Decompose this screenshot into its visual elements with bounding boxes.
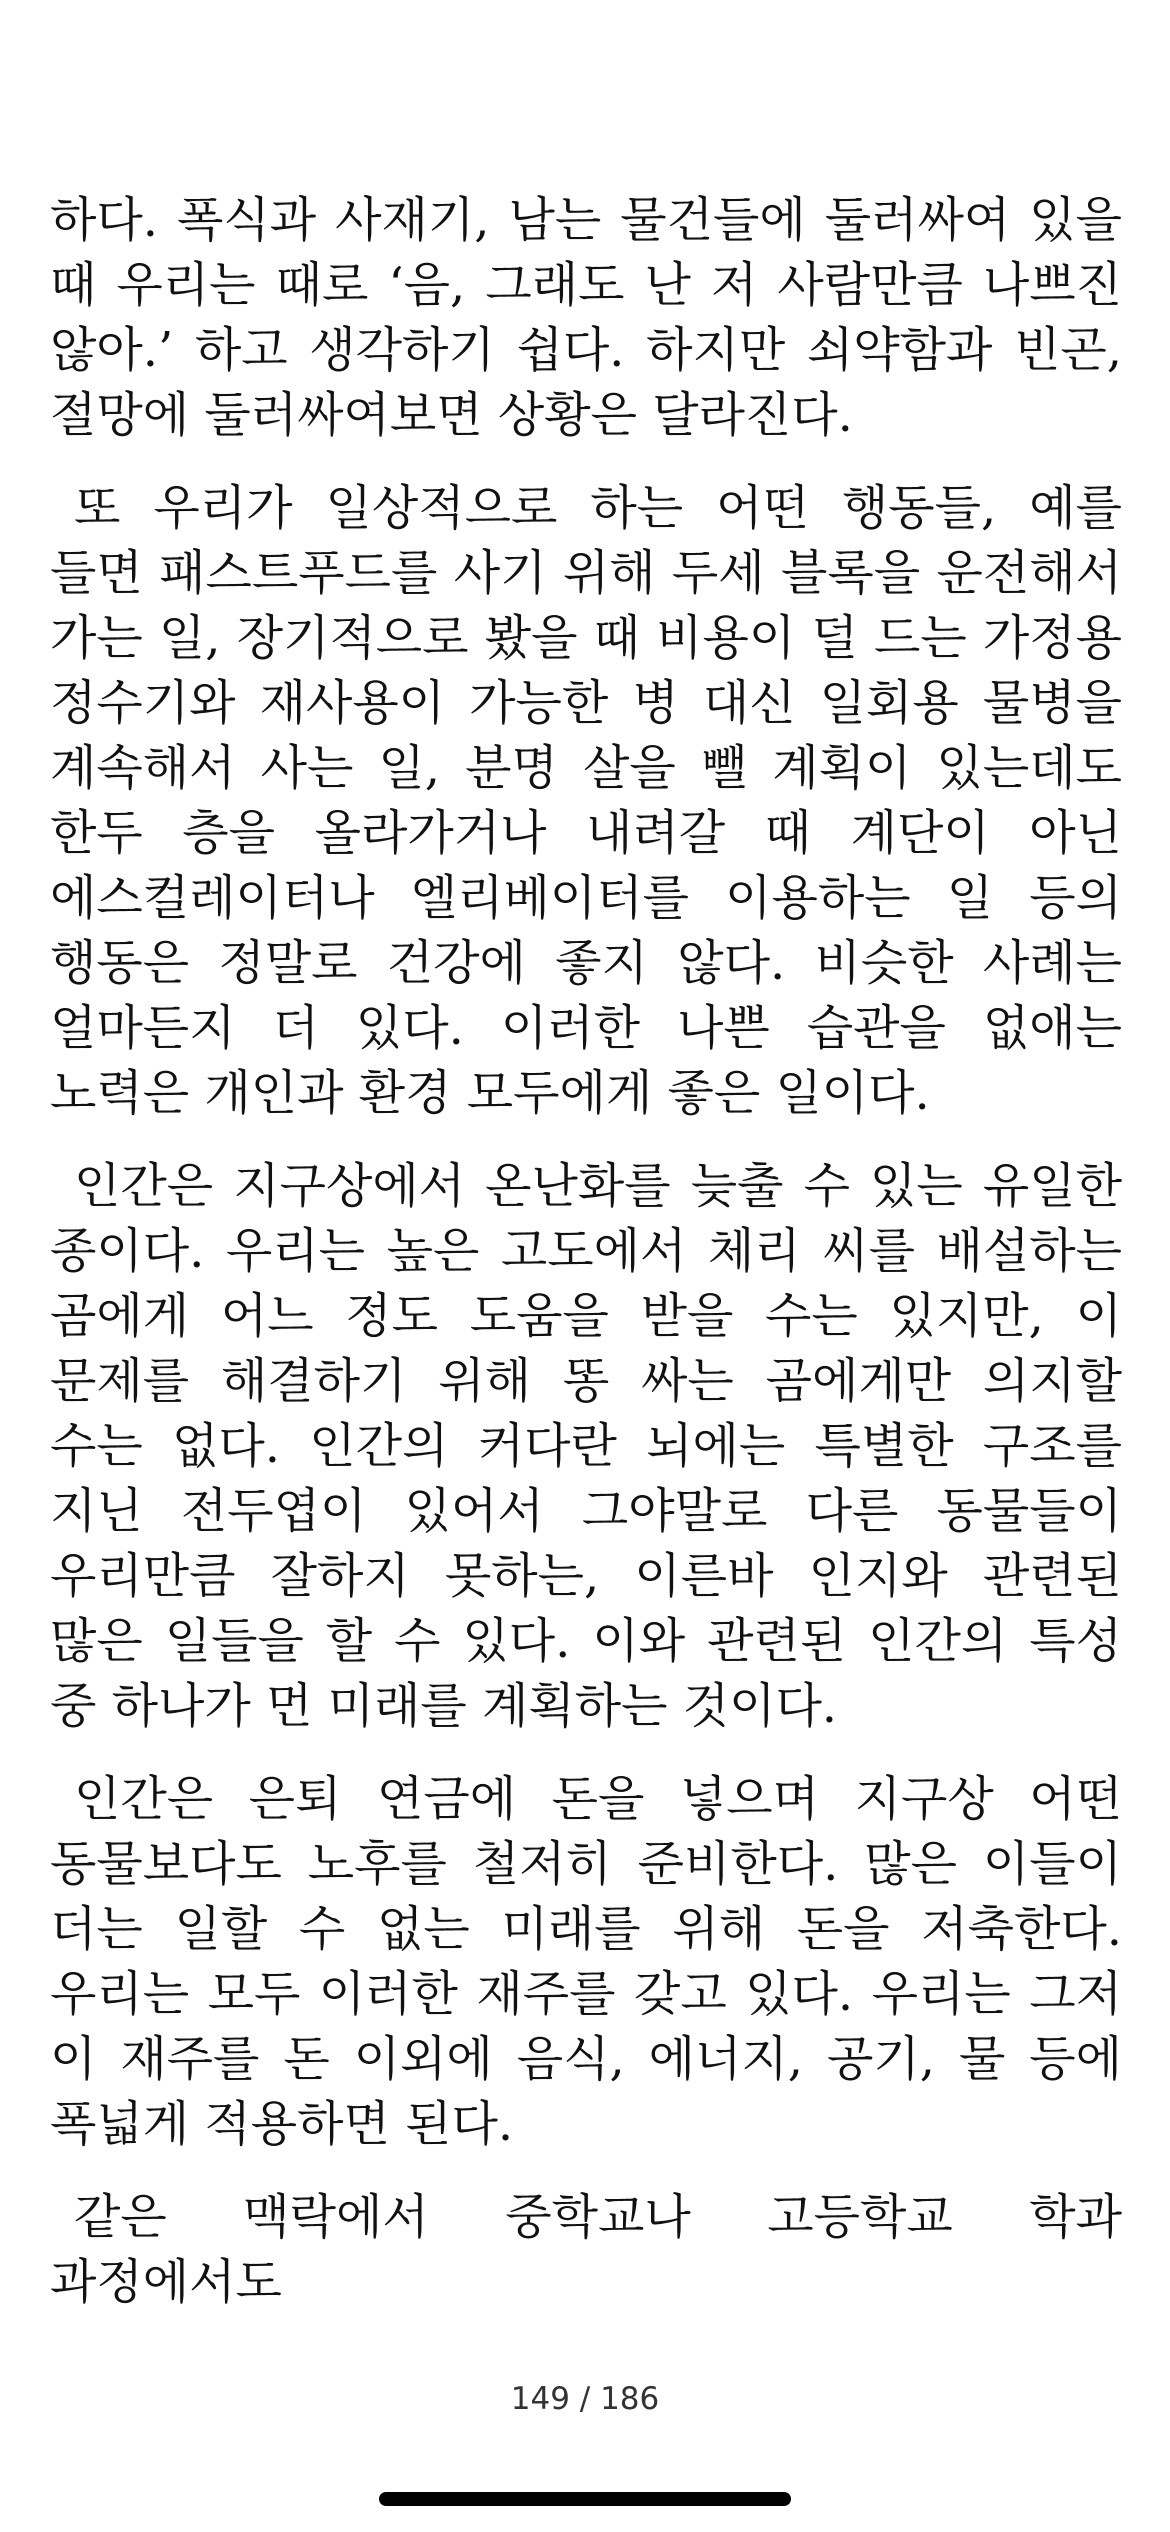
home-indicator-bar[interactable] xyxy=(379,2492,791,2506)
paragraph-4: 인간은 은퇴 연금에 돈을 넣으며 지구상 어떤 동물보다도 노후를 철저히 준비한다. 많은 이들이 더는 일할 수 없는 미래를 위해 돈을 저축한다. 우리는 모두 이러한 재주를 갖고 있다. 우리는 그저 이 재주를 돈 이외에 음식, 에너지, 공기, 물 등에 폭넓게 적용하면 된다. xyxy=(50,1771,1122,2152)
paragraph-1: 하다. 폭식과 사재기, 남는 물건들에 둘러싸여 있을 때 우리는 때로 ‘음, 그래도 난 저 사람만큼 나쁘진 않아.’ 하고 생각하기 쉽다. 하지만 쇠약함과 빈곤, 절망에 둘러싸여보면 상황은 달라진다. xyxy=(50,192,1122,443)
paragraph-5: 같은 맥락에서 중학교나 고등학교 학과 과정에서도 xyxy=(50,2189,1122,2310)
paragraph-2: 또 우리가 일상적으로 하는 어떤 행동들, 예를 들면 패스트푸드를 사기 위해 두세 블록을 운전해서 가는 일, 장기적으로 봤을 때 비용이 덜 드는 가정용 정수기와 재사용이 가능한 병 대신 일회용 물병을 계속해서 사는 일, 분명 살을 뺄 계획이 있는데도 한두 층을 올라가거나 내려갈 때 계단이 아닌 에스컬레이터나 엘리베이터를 이용하는 일 등의 행동은 정말로 건강에 좋지 않다. 비슷한 사례는 얼마든지 더 있다. 이러한 나쁜 습관을 없애는 노력은 개인과 환경 모두에게 좋은 일이다. xyxy=(50,480,1122,1121)
page-indicator: 149 / 186 xyxy=(510,2381,660,2417)
reader-text-area[interactable] xyxy=(50,188,1122,2343)
paragraph-3: 인간은 지구상에서 온난화를 늦출 수 있는 유일한 종이다. 우리는 높은 고도에서 체리 씨를 배설하는 곰에게 어느 정도 도움을 받을 수는 있지만, 이 문제를 해결하기 위해 똥 싸는 곰에게만 의지할 수는 없다. 인간의 커다란 뇌에는 특별한 구조를 지닌 전두엽이 있어서 그야말로 다른 동물들이 우리만큼 잘하지 못하는, 이른바 인지와 관련된 많은 일들을 할 수 있다. 이와 관련된 인간의 특성 중 하나가 먼 미래를 계획하는 것이다. xyxy=(50,1158,1122,1734)
